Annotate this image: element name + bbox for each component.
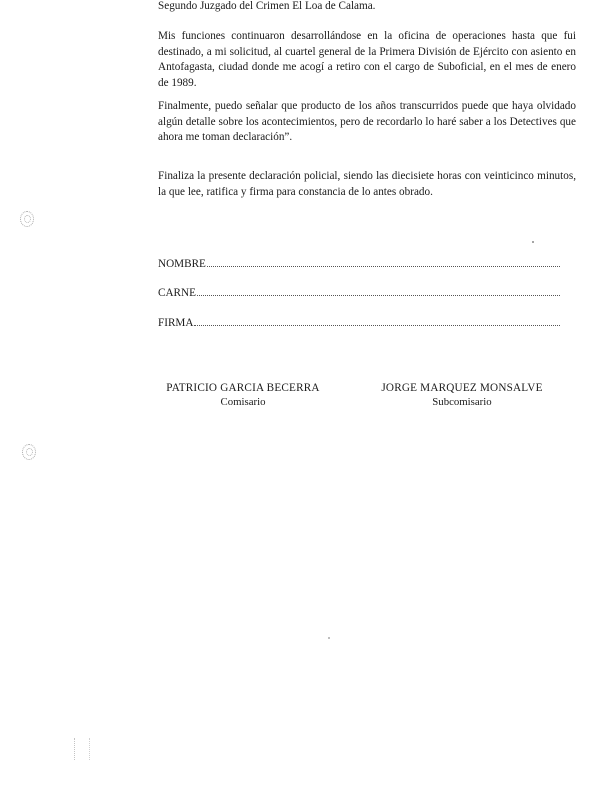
scan-speck [328,637,330,639]
signatory-left-title: Comisario [220,396,266,408]
signatory-left-name: PATRICIO GARCIA BECERRA [166,382,320,394]
scan-smudge [74,738,90,760]
firma-blank-line [194,315,560,326]
punch-hole-mark-icon [22,444,36,460]
nombre-blank-line [207,256,560,267]
declaration-paragraph-functions: Mis funciones continuaron desarrollándose en la oficina de operaciones hasta que fui destinado, a mi solicitud, al cuartel general de la Primera División de Ejército con asiento en Antofagasta, ciudad donde me acogí a retiro con el cargo de Suboficial, en el mes de enero de 1989. [158,30,576,89]
signatory-right [364,381,560,409]
signatory-right-title: Subcomisario [432,396,492,408]
declaration-paragraph-court: Segundo Juzgado del Crimen El Loa de Calama. [158,0,376,12]
carne-field [158,285,560,300]
declaration-paragraph-conclusion: Finaliza la presente declaración policial, siendo las diecisiete horas con veinticinco minutos, la que lee, ratifica y firma para constancia de lo antes obrado. [158,170,576,198]
carne-label: CARNE [158,287,196,299]
nombre-field [158,256,560,271]
firma-field [158,315,560,330]
nombre-label: NOMBRE [158,258,206,270]
signatory-left [152,381,334,409]
carne-blank-line [197,285,560,296]
signatory-right-name: JORGE MARQUEZ MONSALVE [381,382,543,394]
punch-hole-mark-icon [20,211,34,227]
declaration-paragraph-closing-statement: Finalmente, puedo señalar que producto de los años transcurridos puede que haya olvidado algún detalle sobre los acontecimientos, pero de recordarlo lo haré saber a los Detectives que ahora me toman declaración”. [158,100,576,143]
firma-label: FIRMA [158,317,194,329]
scan-speck [532,241,534,243]
